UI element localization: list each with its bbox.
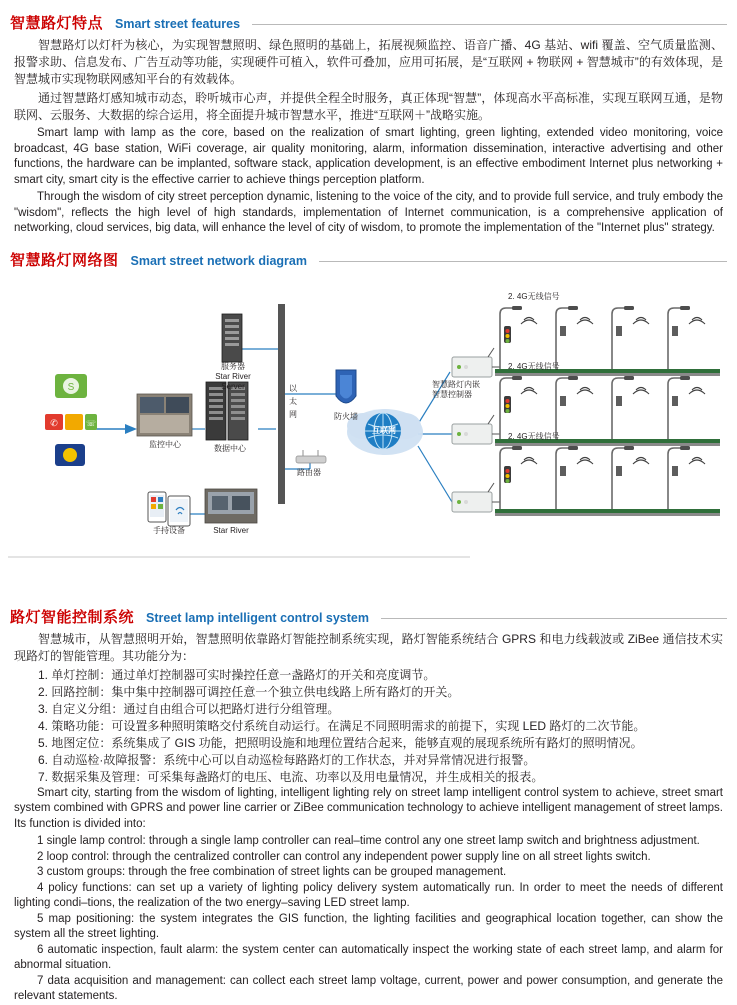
features-paragraph-cn-1: 智慧路灯以灯杆为核心，为实现智慧照明、绿色照明的基础上，拓展视频监控、语音广播、4G 基站、wifi 覆盖、空气质量监测、报警求助、信息发布、广告互动等功能，实现硬件可植入，软件可叠加，应用可拓展，是“互联网 + 物联网 + 智慧城市”的有效体现，是智慧城市实现物联网感知平台的有效载体。 [14,38,723,86]
section-title-en: Smart street network diagram [130,253,307,268]
control-item-cn-3: 3. 自定义分组：通过自由组合可以把路灯进行分组管理。 [38,701,340,716]
label-wireless-2: 2. 4G无线信号 [508,361,560,371]
control-item-en-2: 2 loop control: through the centralized controller can control any independent power supply line on all street lights switch. [37,850,651,863]
label-controller-line1: 智慧路灯内嵌 [432,379,480,389]
label-wireless-3: 2. 4G无线信号 [508,431,560,441]
section-title-en: Street lamp intelligent control system [146,610,369,625]
features-paragraph-en-2: Through the wisdom of city street perception dynamic, listening to the voice of the city, and to provide full service, and truly embody the "wisdom", reflects the high level of high standards, implementation of Internet communication, is a comprehensive application of networking, cloud services, big data, will enhance the level of city of wisdom, to promote the implementation of the "Internet plus" strategy. [14,191,723,234]
section-title-cn: 路灯智能控制系统 [10,608,135,626]
control-item-en-5: 5 map positioning: the system integrates the GIS function, the lighting facilities and geographical location together, can show the system all the street lighting. [14,912,723,940]
svg-text:☏: ☏ [85,418,97,428]
features-paragraph-en-1: Smart lamp with lamp as the core, based on the realization of smart lighting, green lighting, extended video monitoring, voice broadcast, 4G base station, WiFi coverage, air quality monitoring, alarm, information dissemination, interactive advertising and other functions, the hardware can be implanted, software stack, application development, is an effective embodiment Internet plus networking + smart city, smart city is the effective carrier to achieve things perception platform. [14,127,723,186]
section-header-network [0,249,737,270]
control-intro-cn: 智慧城市，从智慧照明开始，智慧照明依靠路灯智能控制系统实现，路灯智能系统结合 GPRS 和电力线载波或 ZiBee 通信技术实现路灯的智能管理。其功能分为： [14,631,723,663]
control-item-cn-6: 6. 自动巡检·故障报警：系统中心可以自动巡检每路路灯的工作状态，并对异常情况进行报警。 [38,752,536,767]
section-title-cn: 智慧路灯网络图 [10,251,119,269]
document-page [0,12,737,1005]
label-ethernet: 以 太 网 [289,383,297,419]
section-header-features [0,12,737,33]
label-controller [432,380,510,400]
control-intro-en: Smart city, starting from the wisdom of lighting, intelligent lighting rely on street lamp intelligent control system to achieve, street smart system combined with GPRS and power line carrier or ZiBee communication technology to achieve intelligent management of street lamps. Its function is divided into: [14,786,723,830]
label-handheld: 手持设备 [153,525,185,535]
control-body [0,631,737,1005]
label-server [198,362,268,392]
label-firewall: 防火墙 [334,411,358,421]
control-item-cn-7: 7. 数据采集及管理：可采集每盏路灯的电压、电流、功率以及用电量情况，并生成相关的报表。 [38,769,544,784]
control-item-cn-5: 5. 地图定位：系统集成了 GIS 功能，把照明设施和地理位置结合起来，能够直观的展现系统所有路灯的照明情况。 [38,735,643,750]
label-server-en2: Server [221,381,245,391]
label-monitor-center: 监控中心 [149,439,181,449]
header-rule [381,618,727,619]
features-paragraph-cn-2: 通过智慧路灯感知城市动态，聆听城市心声，并提供全程全时服务，真正体现“智慧”，体现高水平高标准，实现互联网互通，是物联网、云服务、大数据的综合运用，将全面提升城市智慧水平，推进“互联网＋”战略实施。 [14,91,723,122]
control-item-cn-2: 2. 回路控制：集中集中控制器可调控任意一个独立供电线路上所有路灯的开关。 [38,684,460,699]
label-data-center: 数据中心 [214,443,246,453]
section-header-control [0,606,737,627]
label-router: 路由器 [297,467,321,477]
label-controller-line2: 智慧控制器 [432,389,472,399]
control-item-en-7: 7 data acquisition and management: can collect each street lamp voltage, current, power and power consumption, and generate the relevant statements. [14,974,723,1002]
svg-text:S: S [67,381,75,393]
network-diagram [0,274,737,594]
header-rule [319,261,727,262]
header-rule [252,24,727,25]
label-wireless-1: 2. 4G无线信号 [508,291,560,301]
features-body [0,37,737,237]
control-item-en-4: 4 policy functions: can set up a variety of lighting policy delivery system automatically run. In order to meet the needs of different lighting condi–tions, the realization of the two energy–saving LED street lamp. [14,881,723,909]
label-internet: 互联网 [372,425,396,435]
svg-text:✆: ✆ [50,417,58,428]
section-title-cn: 智慧路灯特点 [10,15,104,32]
control-item-cn-1: 1. 单灯控制：通过单灯控制器可实时操控任意一盏路灯的开关和亮度调节。 [38,667,436,682]
control-item-en-3: 3 custom groups: through the free combination of street lights can be grouped management. [37,866,507,878]
control-item-cn-4: 4. 策略功能：可设置多种照明策略交付系统自动运行。在满足不同照明需求的前提下，实现 LED 路灯的二次节能。 [38,718,646,733]
label-star-river: Star River [213,525,249,535]
control-item-en-6: 6 automatic inspection, fault alarm: the system center can automatically inspect the working state of each street lamp, and alarm for abnormal situation. [14,943,723,971]
section-title-en: Smart street features [115,17,241,31]
control-item-en-1: 1 single lamp control: through a single lamp controller can real–time control any one street lamp switch and brightness adjustment. [37,835,700,847]
label-server-cn: 服务器 [221,361,245,371]
label-server-en1: Star River [215,371,251,381]
